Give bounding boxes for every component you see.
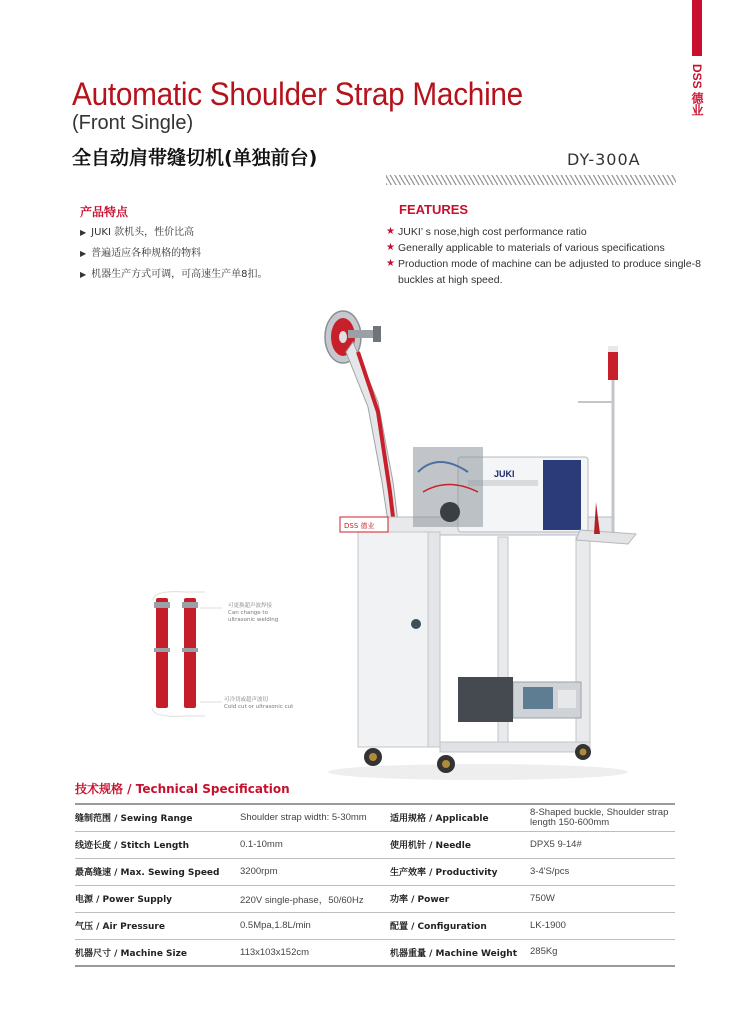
machine-drawing: [318, 302, 638, 782]
strap-note-1-en-line1: Can change to: [228, 610, 268, 616]
brand-logo-vertical: DSS 德业: [690, 64, 704, 117]
feature-item-cn: [80, 243, 320, 264]
machine-illustration: [318, 302, 638, 782]
spec-value: 220V single-phase，50/60Hz: [240, 885, 390, 912]
features-list-en: [386, 224, 712, 288]
table-row: [75, 939, 675, 966]
feature-text-en: JUKI’ s nose,high cost performance ratio: [398, 226, 587, 238]
spec-value: Shoulder strap width: 5-30mm: [240, 804, 390, 831]
spec-value: 3200rpm: [240, 858, 390, 885]
spec-label: 缝制范围 / Sewing Range: [75, 804, 240, 831]
spec-label: 配置 / Configuration: [390, 912, 530, 939]
feature-text-en: Production mode of machine can be adjusted to produce single-8 buckles at high speed.: [398, 258, 701, 286]
page-title-cn: 全自动肩带缝切机(单独前台): [72, 147, 318, 169]
feature-item-en: [386, 256, 712, 288]
spec-label: 适用规格 / Applicable: [390, 804, 530, 831]
spec-label: 气压 / Air Pressure: [75, 912, 240, 939]
feature-item-cn: [80, 222, 320, 243]
triangle-bullet-icon: ▶: [80, 249, 87, 258]
triangle-bullet-icon: ▶: [80, 270, 87, 279]
feature-text-cn: JUKI 款机头，性价比高: [91, 227, 195, 238]
spec-value: 0.5Mpa,1.8L/min: [240, 912, 390, 939]
feature-item-en: [386, 240, 712, 256]
strap-note-2-cn: 可冷切或超声波切: [224, 697, 269, 703]
features-list-cn: [80, 222, 320, 285]
triangle-bullet-icon: ▶: [80, 228, 87, 237]
strap-note-2: [224, 697, 293, 711]
table-row: [75, 804, 675, 831]
table-row: [75, 885, 675, 912]
star-bullet-icon: ★: [386, 226, 395, 237]
table-row: [75, 831, 675, 858]
machine-brand-plate: DSS 德业: [344, 522, 375, 530]
hatch-divider: [386, 175, 676, 185]
spec-table: [75, 803, 675, 967]
spec-value: LK-1900: [530, 912, 675, 939]
spec-label: 生产效率 / Productivity: [390, 858, 530, 885]
spec-value: 8-Shaped buckle, Shoulder strap length 150-600mm: [530, 804, 675, 831]
strap-note-1-en-line2: ultrasonic welding: [228, 617, 279, 623]
spec-value: 285Kg: [530, 939, 675, 966]
feature-text-cn: 机器生产方式可调，可高速生产单8扣。: [91, 269, 268, 280]
spec-value: DPX5 9-14#: [530, 831, 675, 858]
star-bullet-icon: ★: [386, 258, 395, 269]
spec-value: 0.1-10mm: [240, 831, 390, 858]
strap-note-1-cn: 可更换超声波焊接: [228, 603, 273, 609]
spec-label: 最高缝速 / Max. Sewing Speed: [75, 858, 240, 885]
feature-text-en: Generally applicable to materials of various specifications: [398, 242, 665, 254]
juki-head-label: JUKI: [494, 469, 515, 479]
spec-value: 3-4'S/pcs: [530, 858, 675, 885]
strap-note-2-en: Cold cut or ultrasonic cut: [224, 704, 294, 710]
spec-label: 电源 / Power Supply: [75, 885, 240, 912]
strap-note-1: [228, 603, 278, 624]
spec-title: 技术规格 / Technical Specification: [75, 782, 290, 796]
page-subtitle-en: (Front Single): [72, 112, 194, 134]
spec-value: 113x103x152cm: [240, 939, 390, 966]
spec-label: 机器尺寸 / Machine Size: [75, 939, 240, 966]
spec-label: 使用机针 / Needle: [390, 831, 530, 858]
feature-item-en: [386, 224, 712, 240]
page-title-en: Automatic Shoulder Strap Machine: [72, 76, 523, 112]
features-title-en: FEATURES: [399, 202, 469, 217]
table-row: [75, 912, 675, 939]
table-row: [75, 858, 675, 885]
spec-label: 机器重量 / Machine Weight: [390, 939, 530, 966]
model-number: DY-300A: [567, 150, 641, 169]
star-bullet-icon: ★: [386, 242, 395, 253]
brand-color-bar: [692, 0, 702, 56]
feature-text-cn: 普遍适应各种规格的物料: [91, 248, 202, 259]
spec-label: 线迹长度 / Stitch Length: [75, 831, 240, 858]
spec-label: 功率 / Power: [390, 885, 530, 912]
strap-sample-illustration: [150, 590, 300, 720]
spec-value: 750W: [530, 885, 675, 912]
features-title-cn: 产品特点: [80, 205, 129, 219]
feature-item-cn: [80, 264, 320, 285]
